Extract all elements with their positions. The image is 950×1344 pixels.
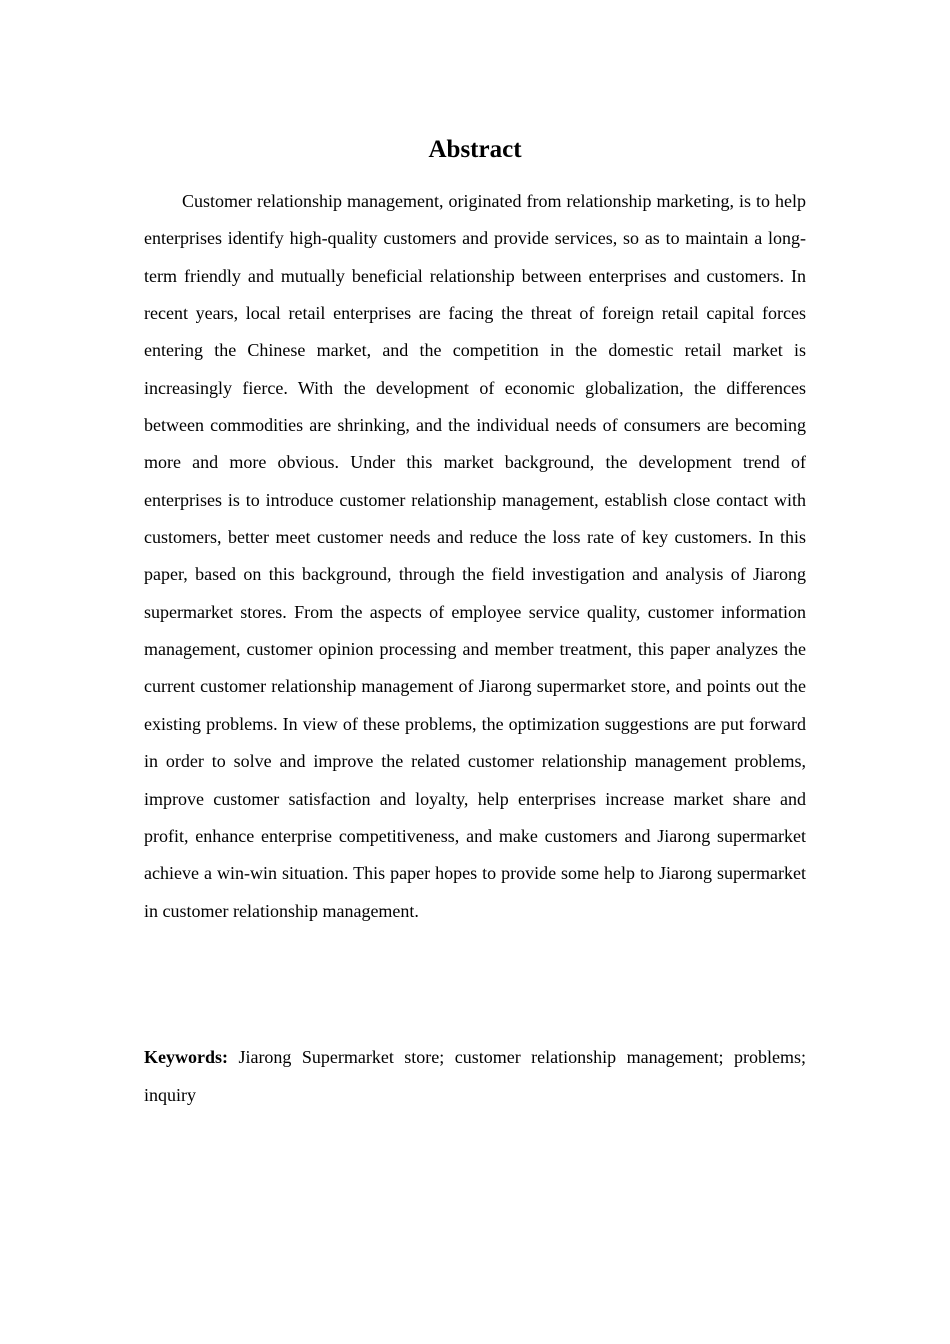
abstract-title: Abstract: [428, 136, 522, 163]
abstract-body: Customer relationship management, originated from relationship marketing, is to help enterprises identify high-quality customers and provide services, so as to maintain a long-term friendly and mutually beneficial relationship between enterprises and customers. In recent years, local retail enterprises are facing the threat of foreign retail capital forces entering the Chinese market, and the competition in the domestic retail market is increasingly fierce. With the development of economic globalization, the differences between commodities are shrinking, and the individual needs of consumers are becoming more and more obvious. Under this market background, the development trend of enterprises is to introduce customer relationship management, establish close contact with customers, better meet customer needs and reduce the loss rate of key customers. In this paper, based on this background, through the field investigation and analysis of Jiarong supermarket stores. From the aspects of employee service quality, customer information management, customer opinion processing and member treatment, this paper analyzes the current customer relationship management of Jiarong supermarket store, and points out the existing problems. In view of these problems, the optimization suggestions are put forward in order to solve and improve the related customer relationship management problems, improve customer satisfaction and loyalty, help enterprises increase market share and profit, enhance enterprise competitiveness, and make customers and Jiarong supermarket achieve a win-win situation. This paper hopes to provide some help to Jiarong supermarket in customer relationship management.: [144, 191, 806, 921]
keywords-paragraph: [144, 1039, 806, 1114]
keywords-label: Keywords:: [144, 1047, 228, 1067]
keywords-text: Jiarong Supermarket store; customer relationship management; problems; inquiry: [144, 1047, 806, 1105]
